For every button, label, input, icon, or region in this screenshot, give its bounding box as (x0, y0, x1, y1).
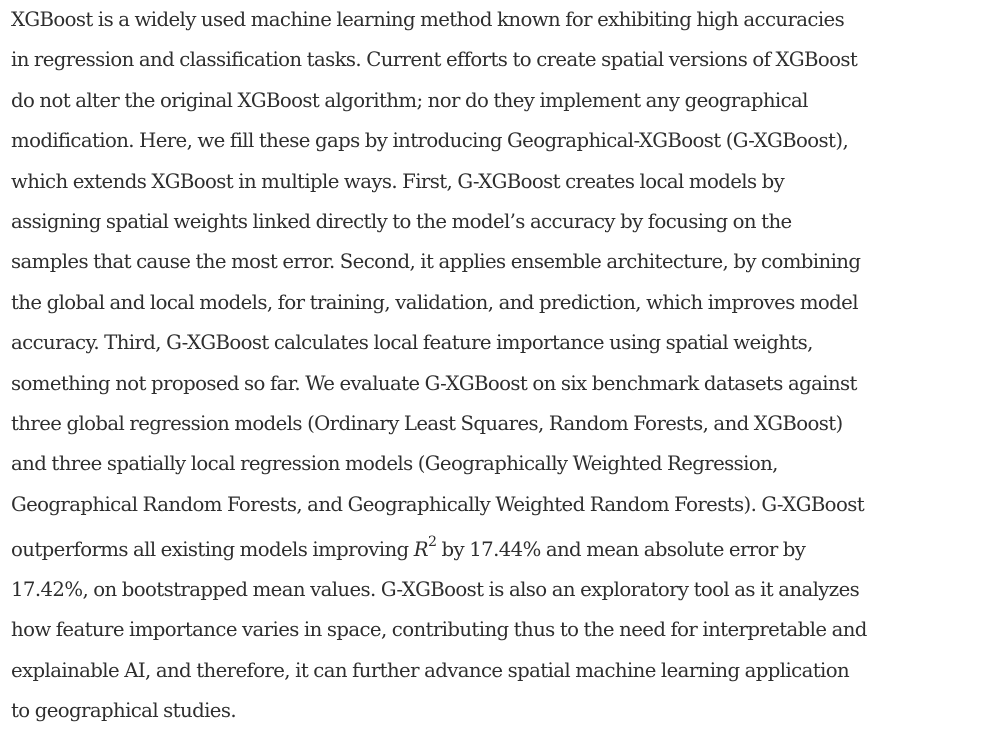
abstract-line-1: XGBoost is a widely used machine learning method known for exhibiting high accuracies (11, 8, 845, 31)
r-squared-exponent: 2 (427, 534, 437, 551)
abstract-line-14 (11, 525, 995, 570)
abstract-line-15: 17.42%, on bootstrapped mean values. G-XGBoost is also an exploratory tool as it analyzes (11, 578, 860, 602)
abstract-line-3: do not alter the original XGBoost algorithm; nor do they implement any geographical (11, 88, 808, 112)
abstract-line-16: how feature importance varies in space, contributing thus to the need for interpretable and (11, 618, 867, 642)
abstract-line-7: samples that cause the most error. Second, it applies ensemble architecture, by combining (11, 250, 861, 274)
abstract-line-6: assigning spatial weights linked directly to the model’s accuracy by focusing on the (11, 209, 792, 233)
abstract-line-18: to geographical studies. (11, 699, 236, 723)
r-squared-symbol: R (413, 538, 428, 562)
abstract-line-13: Geographical Random Forests, and Geographically Weighted Random Forests). G-XGBoost (11, 492, 865, 516)
abstract-line-10: something not proposed so far. We evaluate G-XGBoost on six benchmark datasets against (11, 371, 857, 395)
abstract-line-4: modification. Here, we fill these gaps by introducing Geographical-XGBoost (G-XGBoost), (11, 129, 849, 153)
abstract-line-11: three global regression models (Ordinary Least Squares, Random Forests, and XGBoost) (11, 411, 843, 435)
line-14-after-text: by 17.44% and mean absolute error by (436, 538, 806, 562)
abstract-line-17: explainable AI, and therefore, it can further advance spatial machine learning application (11, 658, 850, 682)
abstract-line-9: accuracy. Third, G-XGBoost calculates local feature importance using spatial weights, (11, 331, 813, 355)
abstract-line-5: which extends XGBoost in multiple ways. First, G-XGBoost creates local models by (11, 169, 785, 193)
abstract-line-2: in regression and classification tasks. Current efforts to create spatial versions of XGBoost (11, 48, 858, 72)
abstract-line-8: the global and local models, for training, validation, and prediction, which improves model (11, 290, 858, 314)
line-14-before-text: outperforms all existing models improving (11, 538, 414, 562)
abstract-line-12: and three spatially local regression models (Geographically Weighted Regression, (11, 452, 778, 476)
abstract-paragraph (11, 0, 995, 732)
